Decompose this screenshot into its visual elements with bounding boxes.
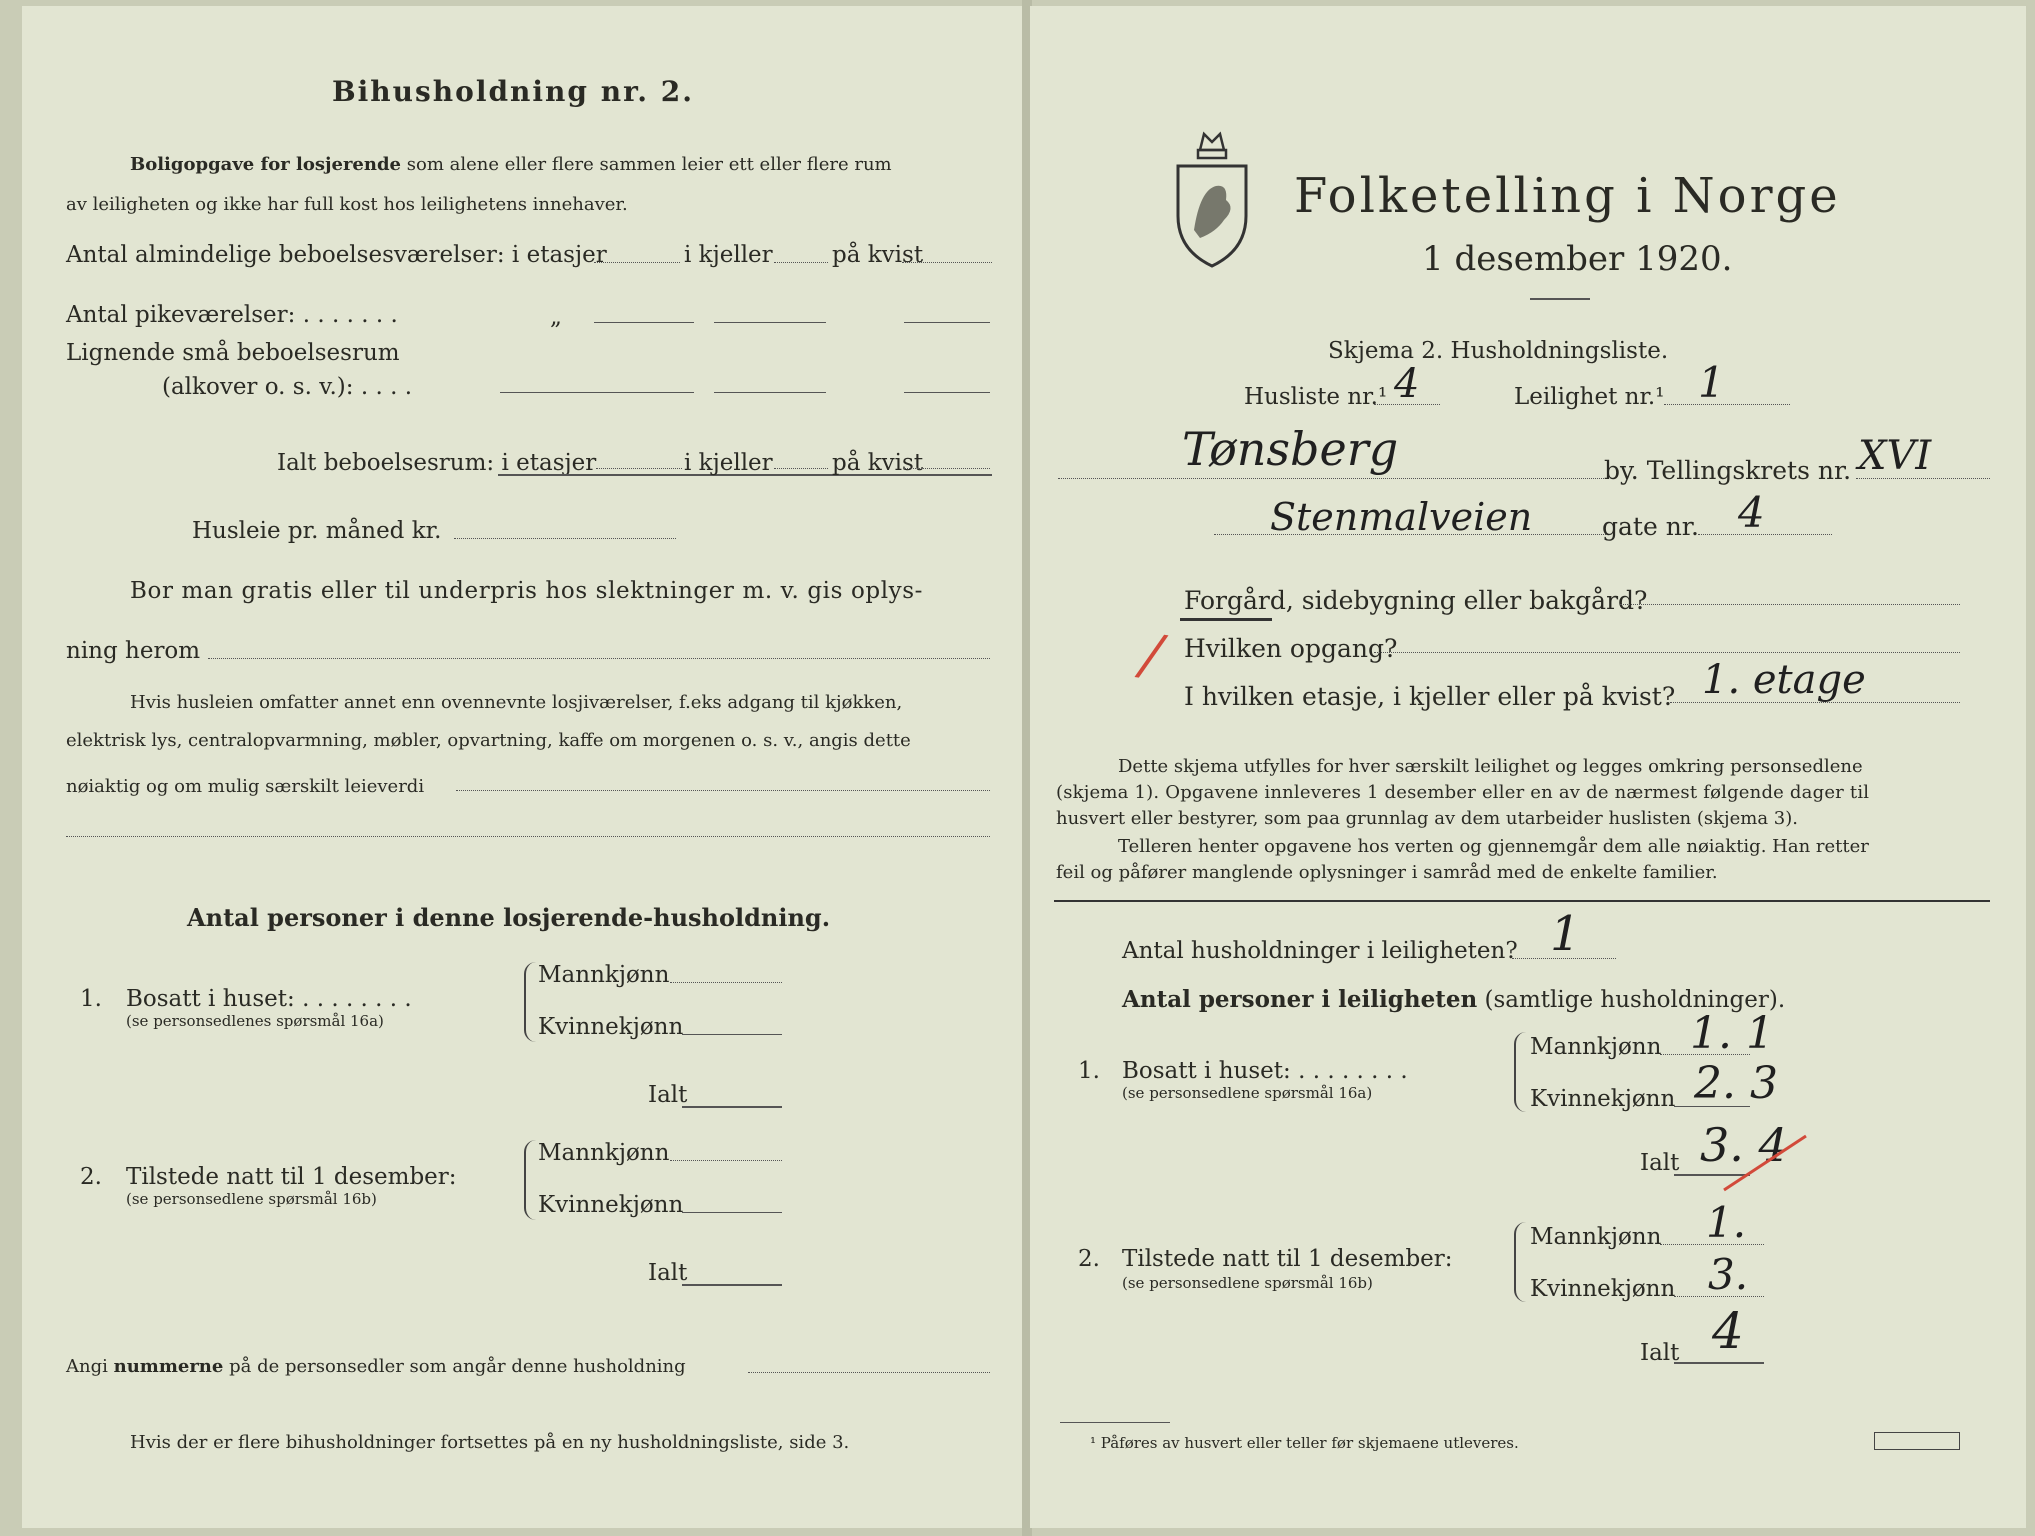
rq1-brace [1514, 1032, 1526, 1112]
q1-mann: Mannkjønn [538, 962, 670, 988]
ialt-beboelsesrum-label: Ialt beboelsesrum: i etasjer [277, 450, 597, 476]
left-page [22, 6, 1022, 1528]
q1-sub: (se personsedlenes spørsmål 16a) [126, 1012, 384, 1030]
q1-ialt: Ialt [648, 1082, 688, 1108]
gratis-line-b: ning herom [66, 638, 201, 664]
angi-field[interactable] [748, 1372, 990, 1373]
instruction-b: (skjema 1). Opgavene innleveres 1 desember eller en av de nærmest følgende dager til [1056, 782, 1870, 803]
rq1-kvinne-value: 2. 3 [1694, 1058, 1778, 1109]
ialt-kjeller-field[interactable] [774, 468, 828, 469]
hvis-line-c: nøiaktig og om mulig særskilt leieverdi [66, 776, 425, 797]
leilighet-label: Leilighet nr.¹ [1514, 384, 1665, 410]
red-check-mark-icon [1720, 1130, 1810, 1194]
q2-label: Tilstede natt til 1 desember: [126, 1164, 457, 1190]
row3-field-1[interactable] [594, 392, 694, 393]
forgard-underline [1180, 618, 1272, 621]
antal-personer-line [1122, 988, 1785, 1012]
opgang-label: Hvilken opgang? [1184, 634, 1398, 663]
angi-line [66, 1358, 686, 1376]
right-page [1030, 6, 2026, 1528]
rq1-ialt-value: 3. 4 [1700, 1118, 1788, 1172]
row2-field-2[interactable] [714, 322, 826, 323]
q1-kvinne-field[interactable] [682, 1034, 782, 1035]
instruction-d: Telleren henter opgavene hos verten og gjennemgår dem alle nøiaktig. Han retter [1118, 836, 1869, 857]
row3-label-b: (alkover o. s. v.): . . . . [162, 374, 413, 400]
row3-label-a: Lignende små beboelsesrum [66, 340, 400, 366]
left-footer: Hvis der er flere bihusholdninger fortsettes på en ny husholdningsliste, side 3. [130, 1432, 850, 1453]
leieverdi-field-2[interactable] [66, 836, 990, 837]
q2-mann: Mannkjønn [538, 1140, 670, 1166]
rq1-ialt: Ialt [1640, 1150, 1680, 1176]
husleie-field[interactable] [454, 538, 676, 539]
husliste-label: Husliste nr.¹ [1244, 384, 1388, 410]
street-field[interactable] [1214, 534, 1608, 535]
row3-field-3[interactable] [904, 392, 990, 393]
gratis-line-a: Bor man gratis eller til underpris hos slektninger m. v. gis oplys- [130, 578, 924, 604]
row2-label: Antal pikeværelser: . . . . . . . [66, 302, 398, 328]
gratis-field[interactable] [208, 658, 990, 659]
street-value: Stenmalveien [1270, 495, 1533, 539]
ialt-kvist: på kvist [832, 450, 924, 476]
rq2-kvinne: Kvinnekjønn [1530, 1276, 1676, 1302]
rq1-kvinne: Kvinnekjønn [1530, 1086, 1676, 1112]
gate-value: 4 [1738, 488, 1765, 537]
leilighet-field[interactable] [1664, 404, 1790, 405]
forgard-word: Forgård [1184, 586, 1286, 615]
antal-personer-heading: Antal personer i denne losjerende-husholdning. [187, 903, 831, 932]
city-value: Tønsberg [1182, 422, 1399, 476]
krets-value: XVI [1858, 433, 1932, 479]
printer-stamp-icon [1874, 1432, 1960, 1450]
rq2-kvinne-value: 3. [1708, 1250, 1749, 1299]
ialt-kjeller: i kjeller [684, 450, 773, 476]
rq2-ialt-field[interactable] [1674, 1362, 1764, 1364]
opgang-field[interactable] [1374, 652, 1960, 653]
q2-kvinne: Kvinnekjønn [538, 1192, 684, 1218]
row3-field-0[interactable] [500, 392, 594, 393]
hvis-line-b: elektrisk lys, centralopvarmning, møbler, opvartning, kaffe om morgenen o. s. v., angis dette [66, 730, 911, 751]
gate-label: gate nr. [1602, 512, 1699, 541]
etasje-field[interactable] [1670, 702, 1960, 703]
rq1-mann-value: 1. 1 [1690, 1008, 1774, 1059]
rq2-mann-field[interactable] [1660, 1244, 1764, 1245]
krets-field[interactable] [1856, 478, 1990, 479]
rq2-sub: (se personsedlene spørsmål 16b) [1122, 1274, 1373, 1292]
rq2-num: 2. [1078, 1246, 1100, 1272]
folketelling-title: Folketelling i Norge [1294, 168, 1841, 224]
leieverdi-field[interactable] [456, 790, 990, 791]
q1-mann-field[interactable] [670, 982, 782, 983]
ialt-kvist-field[interactable] [904, 468, 990, 469]
rq1-mann-field[interactable] [1660, 1054, 1750, 1055]
husliste-value: 4 [1394, 361, 1420, 407]
etasje-value: 1. etage [1702, 657, 1866, 703]
hvis-line-a: Hvis husleien omfatter annet enn ovennevnte losjiværelser, f.eks adgang til kjøkken, [130, 692, 903, 713]
footnote-rule [1060, 1422, 1170, 1423]
section-rule [1054, 900, 1990, 902]
row3-field-2[interactable] [714, 392, 826, 393]
angi-pre: Angi [66, 1356, 108, 1377]
forgard-line [1184, 588, 1647, 613]
row1-kvist-field[interactable] [902, 262, 992, 263]
row1-kjeller: i kjeller [684, 242, 773, 268]
etasje-label: I hvilken etasje, i kjeller eller på kvist? [1184, 682, 1676, 711]
instruction-e: feil og påfører manglende oplysninger i samråd med de enkelte familier. [1056, 862, 1718, 883]
date-underline [1530, 298, 1590, 300]
antal-husholdninger-field[interactable] [1512, 958, 1616, 959]
rq1-label: Bosatt i huset: . . . . . . . . [1122, 1058, 1408, 1084]
forgard-rest: , sidebygning eller bakgård? [1285, 586, 1648, 615]
coat-of-arms-icon [1170, 120, 1254, 270]
bihusholdning-title: Bihusholdning nr. 2. [332, 75, 694, 108]
rq2-kvinne-field[interactable] [1674, 1296, 1764, 1297]
rq2-ialt: Ialt [1640, 1340, 1680, 1366]
antal-personer-rest: (samtlige husholdninger). [1484, 987, 1786, 1013]
angi-rest: på de personsedler som angår denne husholdning [229, 1356, 686, 1377]
antal-husholdninger-label: Antal husholdninger i leiligheten? [1122, 938, 1518, 964]
q2-sub: (se personsedlene spørsmål 16b) [126, 1190, 377, 1208]
husleie-label: Husleie pr. måned kr. [192, 518, 442, 544]
intro-line-2: av leiligheten og ikke har full kost hos leilighetens innehaver. [66, 194, 628, 215]
gate-field[interactable] [1698, 534, 1832, 535]
row1-kjeller-field[interactable] [774, 262, 828, 263]
by-tellingskrets-label: by. Tellingskrets nr. [1604, 456, 1852, 485]
rq2-brace [1514, 1222, 1526, 1302]
rq2-mann: Mannkjønn [1530, 1224, 1662, 1250]
q1-kvinne: Kvinnekjønn [538, 1014, 684, 1040]
q2-ialt: Ialt [648, 1260, 688, 1286]
husliste-field[interactable] [1374, 404, 1440, 405]
skjema-label: Skjema 2. Husholdningsliste. [1328, 338, 1669, 364]
rq2-label: Tilstede natt til 1 desember: [1122, 1246, 1453, 1272]
rq1-kvinne-field[interactable] [1674, 1106, 1750, 1107]
leilighet-value: 1 [1698, 358, 1725, 407]
instruction-a: Dette skjema utfylles for hver særskilt leilighet og legges omkring personsedlene [1118, 756, 1863, 777]
q1-ialt-field[interactable] [682, 1106, 782, 1108]
instruction-c: husvert eller bestyrer, som paa grunnlag av dem utarbeider huslisten (skjema 3). [1056, 808, 1798, 829]
q1-num: 1. [80, 986, 102, 1012]
intro-bold: Boligopgave for losjerende [130, 154, 402, 175]
q2-mann-field[interactable] [670, 1160, 782, 1161]
ditto-mark: „ [550, 304, 562, 330]
city-field[interactable] [1058, 478, 1604, 479]
rq2-ialt-value: 4 [1712, 1302, 1744, 1360]
rq2-mann-value: 1. [1706, 1198, 1747, 1247]
rq1-mann: Mannkjønn [1530, 1034, 1662, 1060]
forgard-field[interactable] [1620, 604, 1960, 605]
row1-kvist: på kvist [832, 242, 924, 268]
angi-bold: nummerne [113, 1356, 224, 1377]
q2-num: 2. [80, 1164, 102, 1190]
intro-rest: som alene eller flere sammen leier ett eller flere rum [406, 154, 892, 175]
census-date: 1 desember 1920. [1422, 239, 1733, 279]
intro-line-1 [130, 156, 892, 174]
q2-ialt-field[interactable] [682, 1284, 782, 1286]
antal-personer-bold: Antal personer i leiligheten [1122, 986, 1478, 1013]
rq1-sub: (se personsedlene spørsmål 16a) [1122, 1084, 1373, 1102]
q2-kvinne-field[interactable] [682, 1212, 782, 1213]
q1-label: Bosatt i huset: . . . . . . . . [126, 986, 412, 1012]
row2-field-1[interactable] [594, 322, 694, 323]
antal-husholdninger-value: 1 [1550, 906, 1581, 962]
q2-brace [524, 1140, 536, 1220]
footnote: ¹ Påføres av husvert eller teller før skjemaene utleveres. [1090, 1434, 1519, 1452]
red-margin-mark: / [1137, 622, 1166, 690]
row2-field-3[interactable] [904, 322, 990, 323]
ialt-etasjer-field[interactable] [596, 468, 682, 469]
q1-brace [524, 962, 536, 1042]
rq1-num: 1. [1078, 1058, 1100, 1084]
row1-etasjer-field[interactable] [594, 262, 680, 263]
row1-label: Antal almindelige beboelsesværelser: i etasjer [66, 242, 607, 268]
